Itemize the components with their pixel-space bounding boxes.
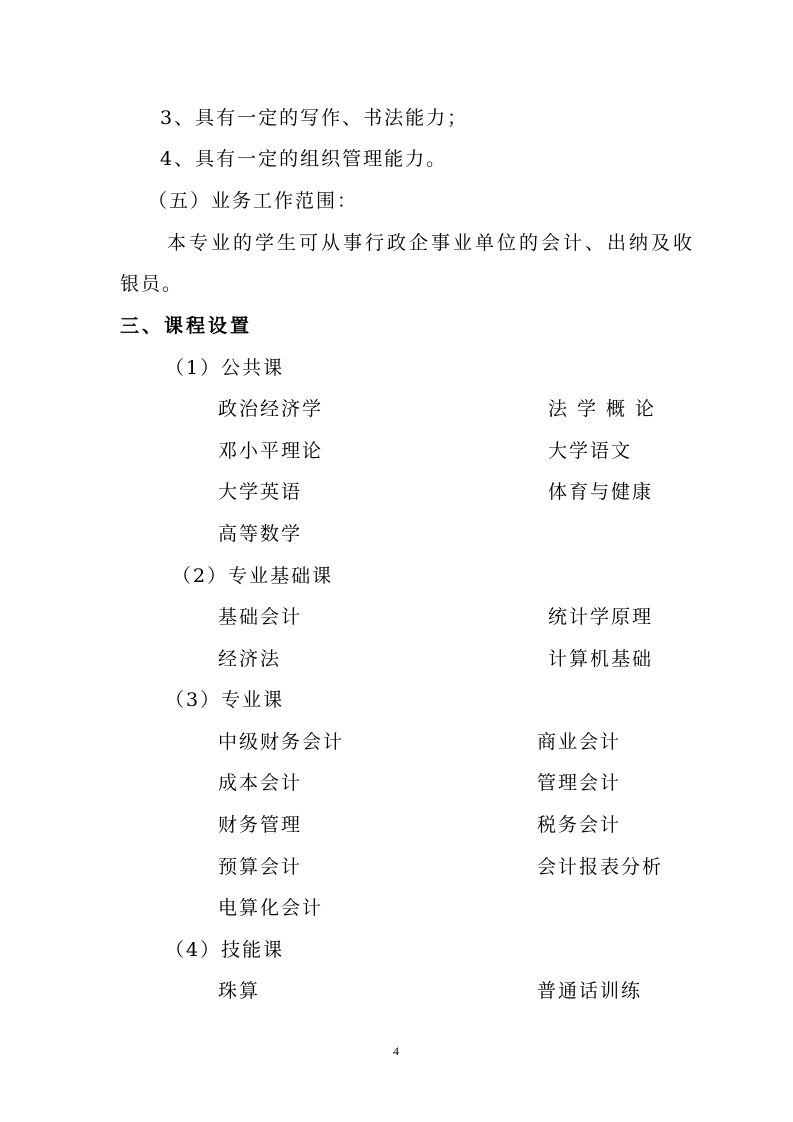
section-heading-curriculum: 三、课程设置 xyxy=(120,315,253,337)
course-right: 税务会计 xyxy=(537,814,622,836)
course-right: 会计报表分析 xyxy=(537,856,664,878)
scope-text-line-2: 银员。 xyxy=(120,273,184,295)
course-right: 大学语文 xyxy=(548,440,633,462)
page-number: 4 xyxy=(393,1044,399,1058)
course-left: 财务管理 xyxy=(218,814,303,836)
course-right: 商业会计 xyxy=(537,731,622,753)
course-right: 管理会计 xyxy=(537,772,622,794)
course-right: 法学概论 xyxy=(548,398,665,420)
foundation-courses-heading: （2）专业基础课 xyxy=(172,565,334,587)
scope-heading: （五）业务工作范围： xyxy=(148,190,359,212)
course-left: 经济法 xyxy=(218,648,282,670)
ability-item-3: 3、具有一定的写作、书法能力； xyxy=(160,107,469,129)
course-left: 中级财务会计 xyxy=(218,731,345,753)
course-left: 基础会计 xyxy=(218,606,303,628)
course-left: 邓小平理论 xyxy=(218,440,324,462)
course-left: 电算化会计 xyxy=(218,897,324,919)
skill-courses-heading: （4）技能课 xyxy=(165,939,285,961)
scope-text-line-1: 本专业的学生可从事行政企事业单位的会计、出纳及收 xyxy=(167,232,696,254)
course-right: 普通话训练 xyxy=(537,980,643,1002)
course-left: 珠算 xyxy=(218,980,261,1002)
course-left: 政治经济学 xyxy=(218,398,324,420)
course-left: 高等数学 xyxy=(218,523,303,545)
course-right: 体育与健康 xyxy=(548,481,654,503)
course-left: 预算会计 xyxy=(218,856,303,878)
course-right: 统计学原理 xyxy=(548,606,654,628)
public-courses-heading: （1）公共课 xyxy=(165,357,285,379)
course-left: 成本会计 xyxy=(218,772,303,794)
course-left: 大学英语 xyxy=(218,481,303,503)
course-right: 计算机基础 xyxy=(548,648,654,670)
major-courses-heading: （3）专业课 xyxy=(165,689,285,711)
ability-item-4: 4、具有一定的组织管理能力。 xyxy=(160,148,448,170)
